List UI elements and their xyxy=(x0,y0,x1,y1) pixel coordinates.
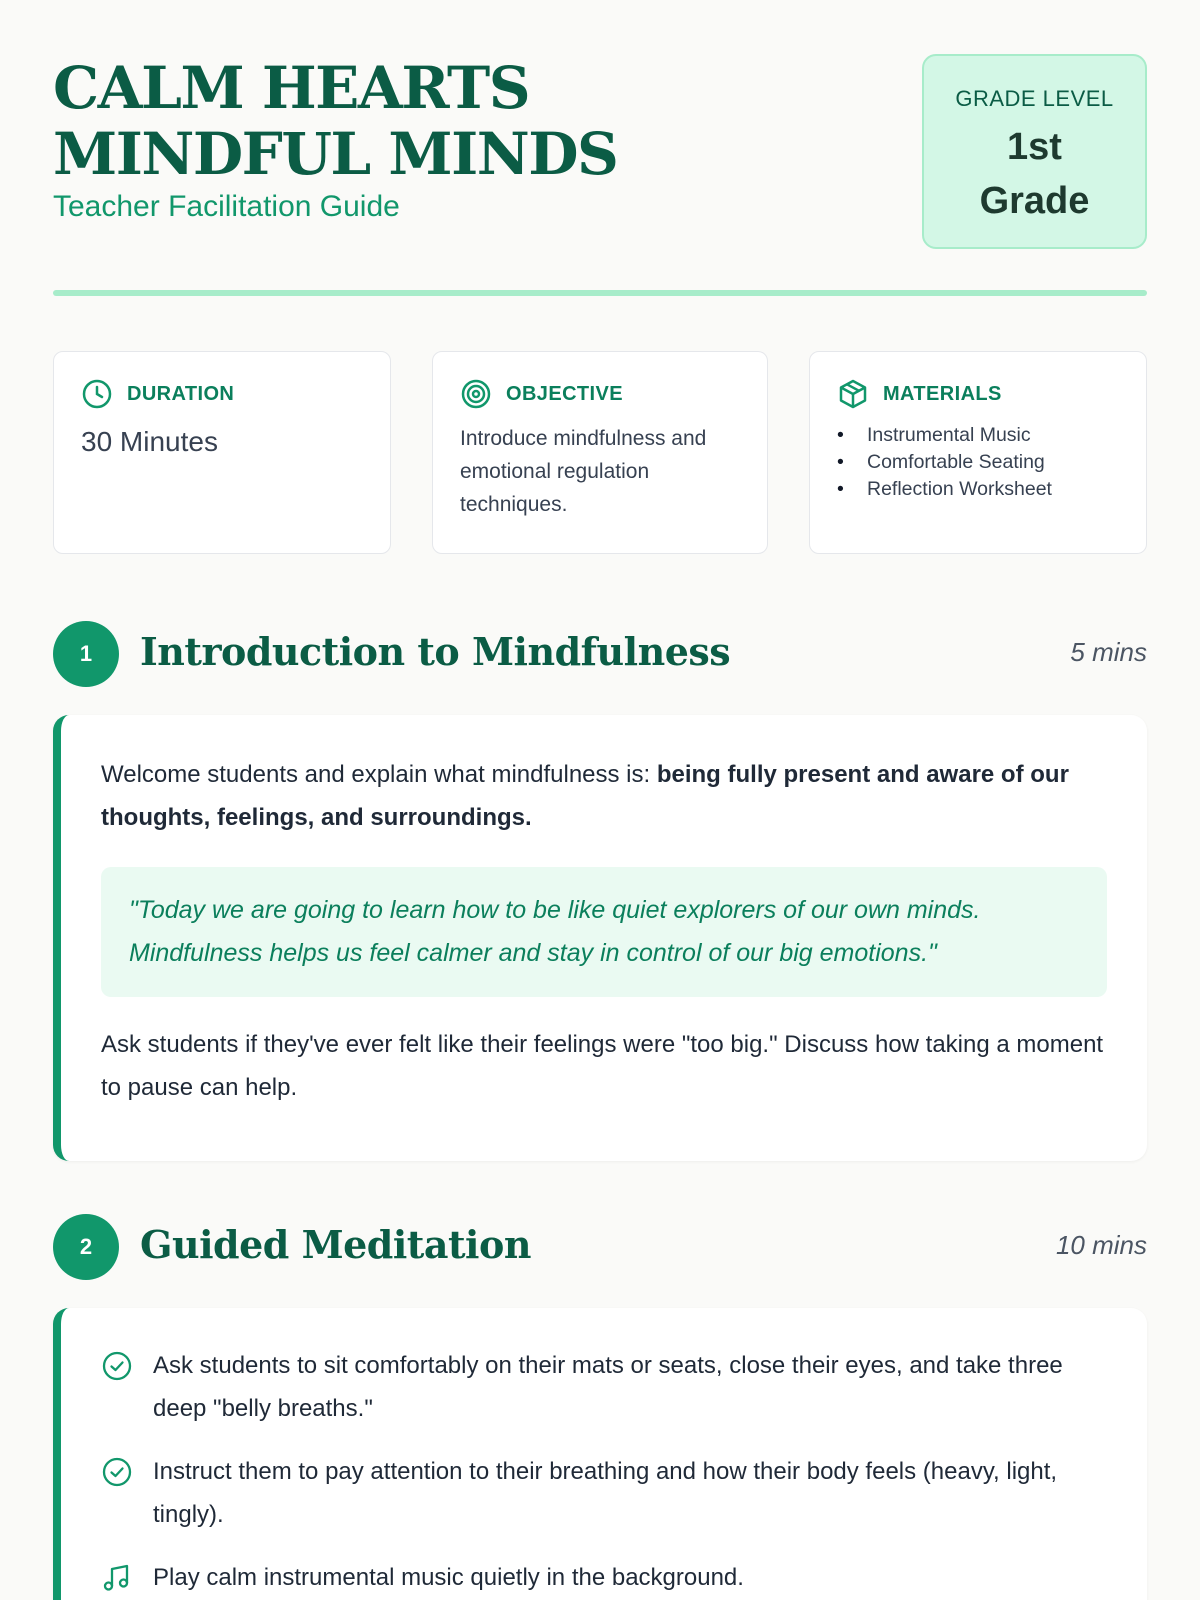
meditation-steps xyxy=(101,1344,1107,1599)
materials-card xyxy=(809,351,1147,554)
music-note-icon xyxy=(101,1562,133,1594)
duration-card xyxy=(53,351,391,554)
intro-text: Welcome students and explain what mindfulness is: xyxy=(101,761,657,788)
list-item xyxy=(101,1556,1107,1599)
list-item xyxy=(101,1450,1107,1536)
list-item xyxy=(101,1344,1107,1430)
section-2-body xyxy=(53,1308,1147,1600)
duration-value: 30 Minutes xyxy=(81,426,218,457)
section-number-badge: 2 xyxy=(53,1214,119,1280)
clock-icon xyxy=(81,378,113,410)
grade-level-value xyxy=(924,120,1145,228)
materials-label: MATERIALS xyxy=(883,382,1002,405)
header xyxy=(53,0,1147,300)
header-divider xyxy=(53,290,1147,296)
step-text: Instruct them to pay attention to their breathing and how their body feels (heavy, light, tingly). xyxy=(153,1458,1058,1528)
section-title: Guided Meditation xyxy=(140,1222,531,1267)
section-duration: 10 mins xyxy=(1055,1230,1147,1260)
box-icon xyxy=(837,378,869,410)
step-text: Ask students to sit comfortably on their mats or seats, close their eyes, and take three deep "belly breaths." xyxy=(153,1352,1063,1422)
list-item: • Reflection Worksheet xyxy=(837,476,1119,503)
section-title: Introduction to Mindfulness xyxy=(140,629,731,674)
objective-card xyxy=(432,351,768,554)
target-icon xyxy=(460,378,492,410)
duration-label: DURATION xyxy=(127,382,235,405)
objective-label: OBJECTIVE xyxy=(506,382,623,405)
info-cards xyxy=(53,351,1147,554)
intro-emphasis: being fully present and aware of our thoughts, feelings, and surroundings. xyxy=(101,761,1069,831)
intro-paragraph xyxy=(101,753,1107,839)
section-1-body xyxy=(53,715,1147,1161)
discussion-paragraph: Ask students if they've ever felt like their feelings were "too big." Discuss how taking a moment to pause can help. xyxy=(101,1031,1104,1101)
step-text: Play calm instrumental music quietly in the background. xyxy=(153,1564,744,1591)
page-title: CALM HEARTS MINDFUL MINDS xyxy=(53,54,618,188)
section-number-badge: 1 xyxy=(53,621,119,687)
section-2-header xyxy=(53,1214,1147,1280)
list-item: • Comfortable Seating xyxy=(837,449,1119,476)
materials-list xyxy=(837,422,1119,503)
check-circle-icon xyxy=(101,1456,133,1488)
grade-level-label: GRADE LEVEL xyxy=(955,86,1114,111)
teacher-script-quote: "Today we are going to learn how to be like quiet explorers of our own minds. Mindfulness helps us feel calmer and stay in control of our big emotions." xyxy=(101,867,1107,997)
grade-level-badge xyxy=(922,54,1147,249)
check-circle-icon xyxy=(101,1350,133,1382)
objective-text: Introduce mindfulness and emotional regulation techniques. xyxy=(460,427,707,516)
section-duration: 5 mins xyxy=(1070,637,1147,667)
list-item: • Instrumental Music xyxy=(837,422,1119,449)
section-1-header xyxy=(53,621,1147,687)
grade-level-text: 1st Grade xyxy=(979,126,1090,222)
page-subtitle: Teacher Facilitation Guide xyxy=(53,190,400,223)
